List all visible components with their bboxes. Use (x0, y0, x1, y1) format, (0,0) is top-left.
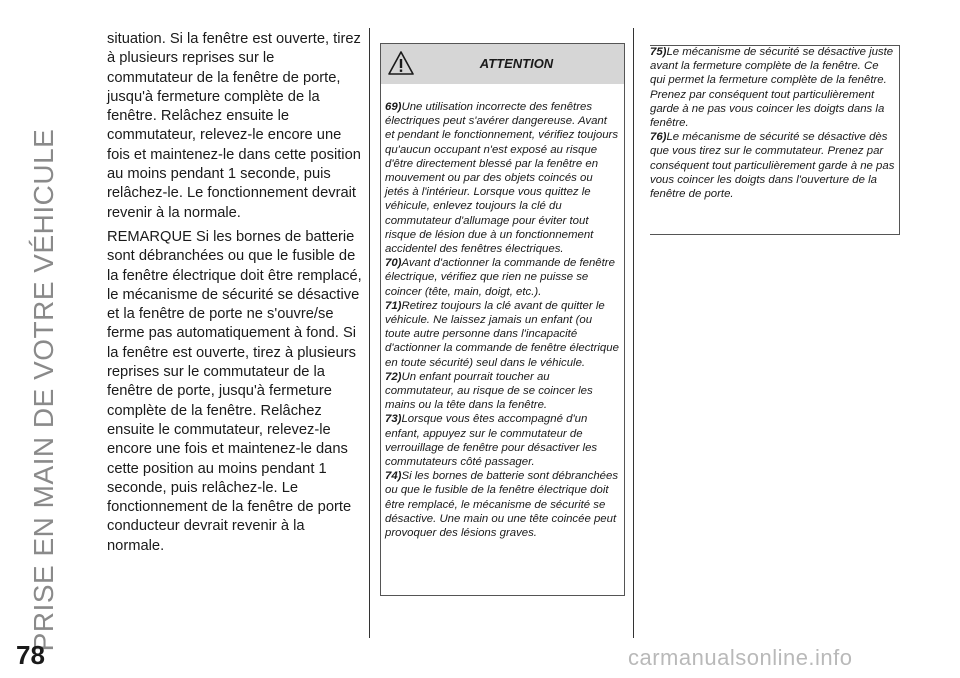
warning-item (650, 45, 895, 130)
item-text: Si les bornes de batterie sont débranchées ou que le fusible de la fenêtre électrique doit être remplacé, le mécanisme de sécurité se désactive. Une main ou une tête coincée peut provoquer des lésions graves. (385, 470, 619, 540)
remark-paragraph: REMARQUE Si les bornes de batterie sont débranchées ou que le fusible de la fenêtre électrique doit être remplacé, le mécanisme de sécurité se désactive et la fenêtre de porte ne s'ouvre/se ferme pas automatiquement à fond. Si la fenêtre est ouverte, tirez à plusieurs reprises sur le commutateur de la fenêtre de porte, jusqu'à fermeture complète de la fenêtre. Relâchez ensuite le commutateur, relevez-le encore une fois et maintenez-le dans cette position au moins pendant 1 seconde, puis relâchez-le. Le fonctionnement de la fenêtre de porte conducteur devrait revenir à la normale. (107, 228, 362, 554)
item-text: Le mécanisme de sécurité se désactive dès que vous tirez sur le commutateur. Prenez par conséquent tout particulièrement garde à ne pas vous coincer les doigts dans l'ouverture de la fenêtre de porte. (650, 131, 895, 201)
watermark: carmanualsonline.info (628, 645, 853, 670)
item-text: Un enfant pourrait toucher au commutateur, au risque de se coincer les mains ou la tête dans la fenêtre. (385, 370, 593, 412)
section-title-vertical: PRISE EN MAIN DE VOTRE VÉHICULE (28, 128, 59, 652)
item-number: 70) (385, 257, 402, 270)
item-number: 73) (385, 413, 402, 426)
item-number: 71) (385, 299, 402, 312)
item-text: Avant d'actionner la commande de fenêtre électrique, vérifiez que rien ne puisse se coincer (tête, main, doigt, etc.). (385, 257, 615, 298)
warning-item (385, 100, 619, 256)
top-rule (650, 45, 899, 46)
warning-item (385, 256, 619, 299)
paragraph: situation. Si la fenêtre est ouverte, tirez à plusieurs reprises sur le commutateur de la fenêtre de porte, jusqu'à fermeture complète de la fenêtre. Relâchez ensuite le commutateur, relevez-le encore une fois et maintenez-le dans cette position au moins pendant 1 seconde, puis relâchez-le. Le fonctionnement devrait revenir à la normale. (107, 31, 361, 221)
body-text-column (107, 30, 362, 561)
item-text: Le mécanisme de sécurité se désactive juste avant la fermeture complète de la fenêtre. Ce qui permet la fermeture complète de la fenêtre. Prenez par conséquent tout particulièrement garde à ne pas vous coincer les doigts dans la fenêtre. (650, 46, 894, 130)
warning-item (385, 370, 619, 413)
warning-item (385, 469, 619, 540)
item-text: Lorsque vous êtes accompagné d'un enfant, appuyez sur le commutateur de verrouillage de fenêtre pour désactiver les commutateurs côté passager. (385, 413, 598, 469)
column-divider (369, 28, 370, 638)
item-number: 75) (650, 46, 667, 58)
warning-title: ATTENTION (479, 56, 554, 71)
item-number: 74) (385, 470, 402, 483)
item-number: 72) (385, 370, 402, 383)
item-text: Une utilisation incorrecte des fenêtres électriques peut s'avérer dangereuse. Avant et pendant le fonctionnement, vérifiez toujours qu'aucun occupant n'est exposé au risque d'être directement blessé par la fenêtre en mouvement ou par des objets coincés ou jetés à l'intérieur. Lorsque vous quittez le véhicule, enlevez toujours la clé du commutateur d'allumage pour éviter tout risque de lésion due à un fonctionnement accidentel des fenêtres électriques. (385, 101, 619, 256)
warning-box (380, 43, 625, 596)
warning-item (385, 412, 619, 469)
item-number: 69) (385, 101, 402, 113)
item-number: 76) (650, 131, 667, 144)
page-number: 78 (16, 640, 45, 670)
warning-item (650, 130, 895, 201)
warning-item (385, 299, 619, 370)
warning-header (381, 44, 624, 84)
warning-body (381, 84, 624, 540)
item-text: Retirez toujours la clé avant de quitter le véhicule. Ne laissez jamais un enfant (ou toute autre personne dans l'incapacité d'actionner la commande de fenêtre électrique en toute sécurité) seul dans le véhicule. (385, 299, 619, 369)
column-divider (633, 28, 634, 638)
continuation-items (650, 45, 895, 201)
warning-continuation (650, 45, 900, 235)
